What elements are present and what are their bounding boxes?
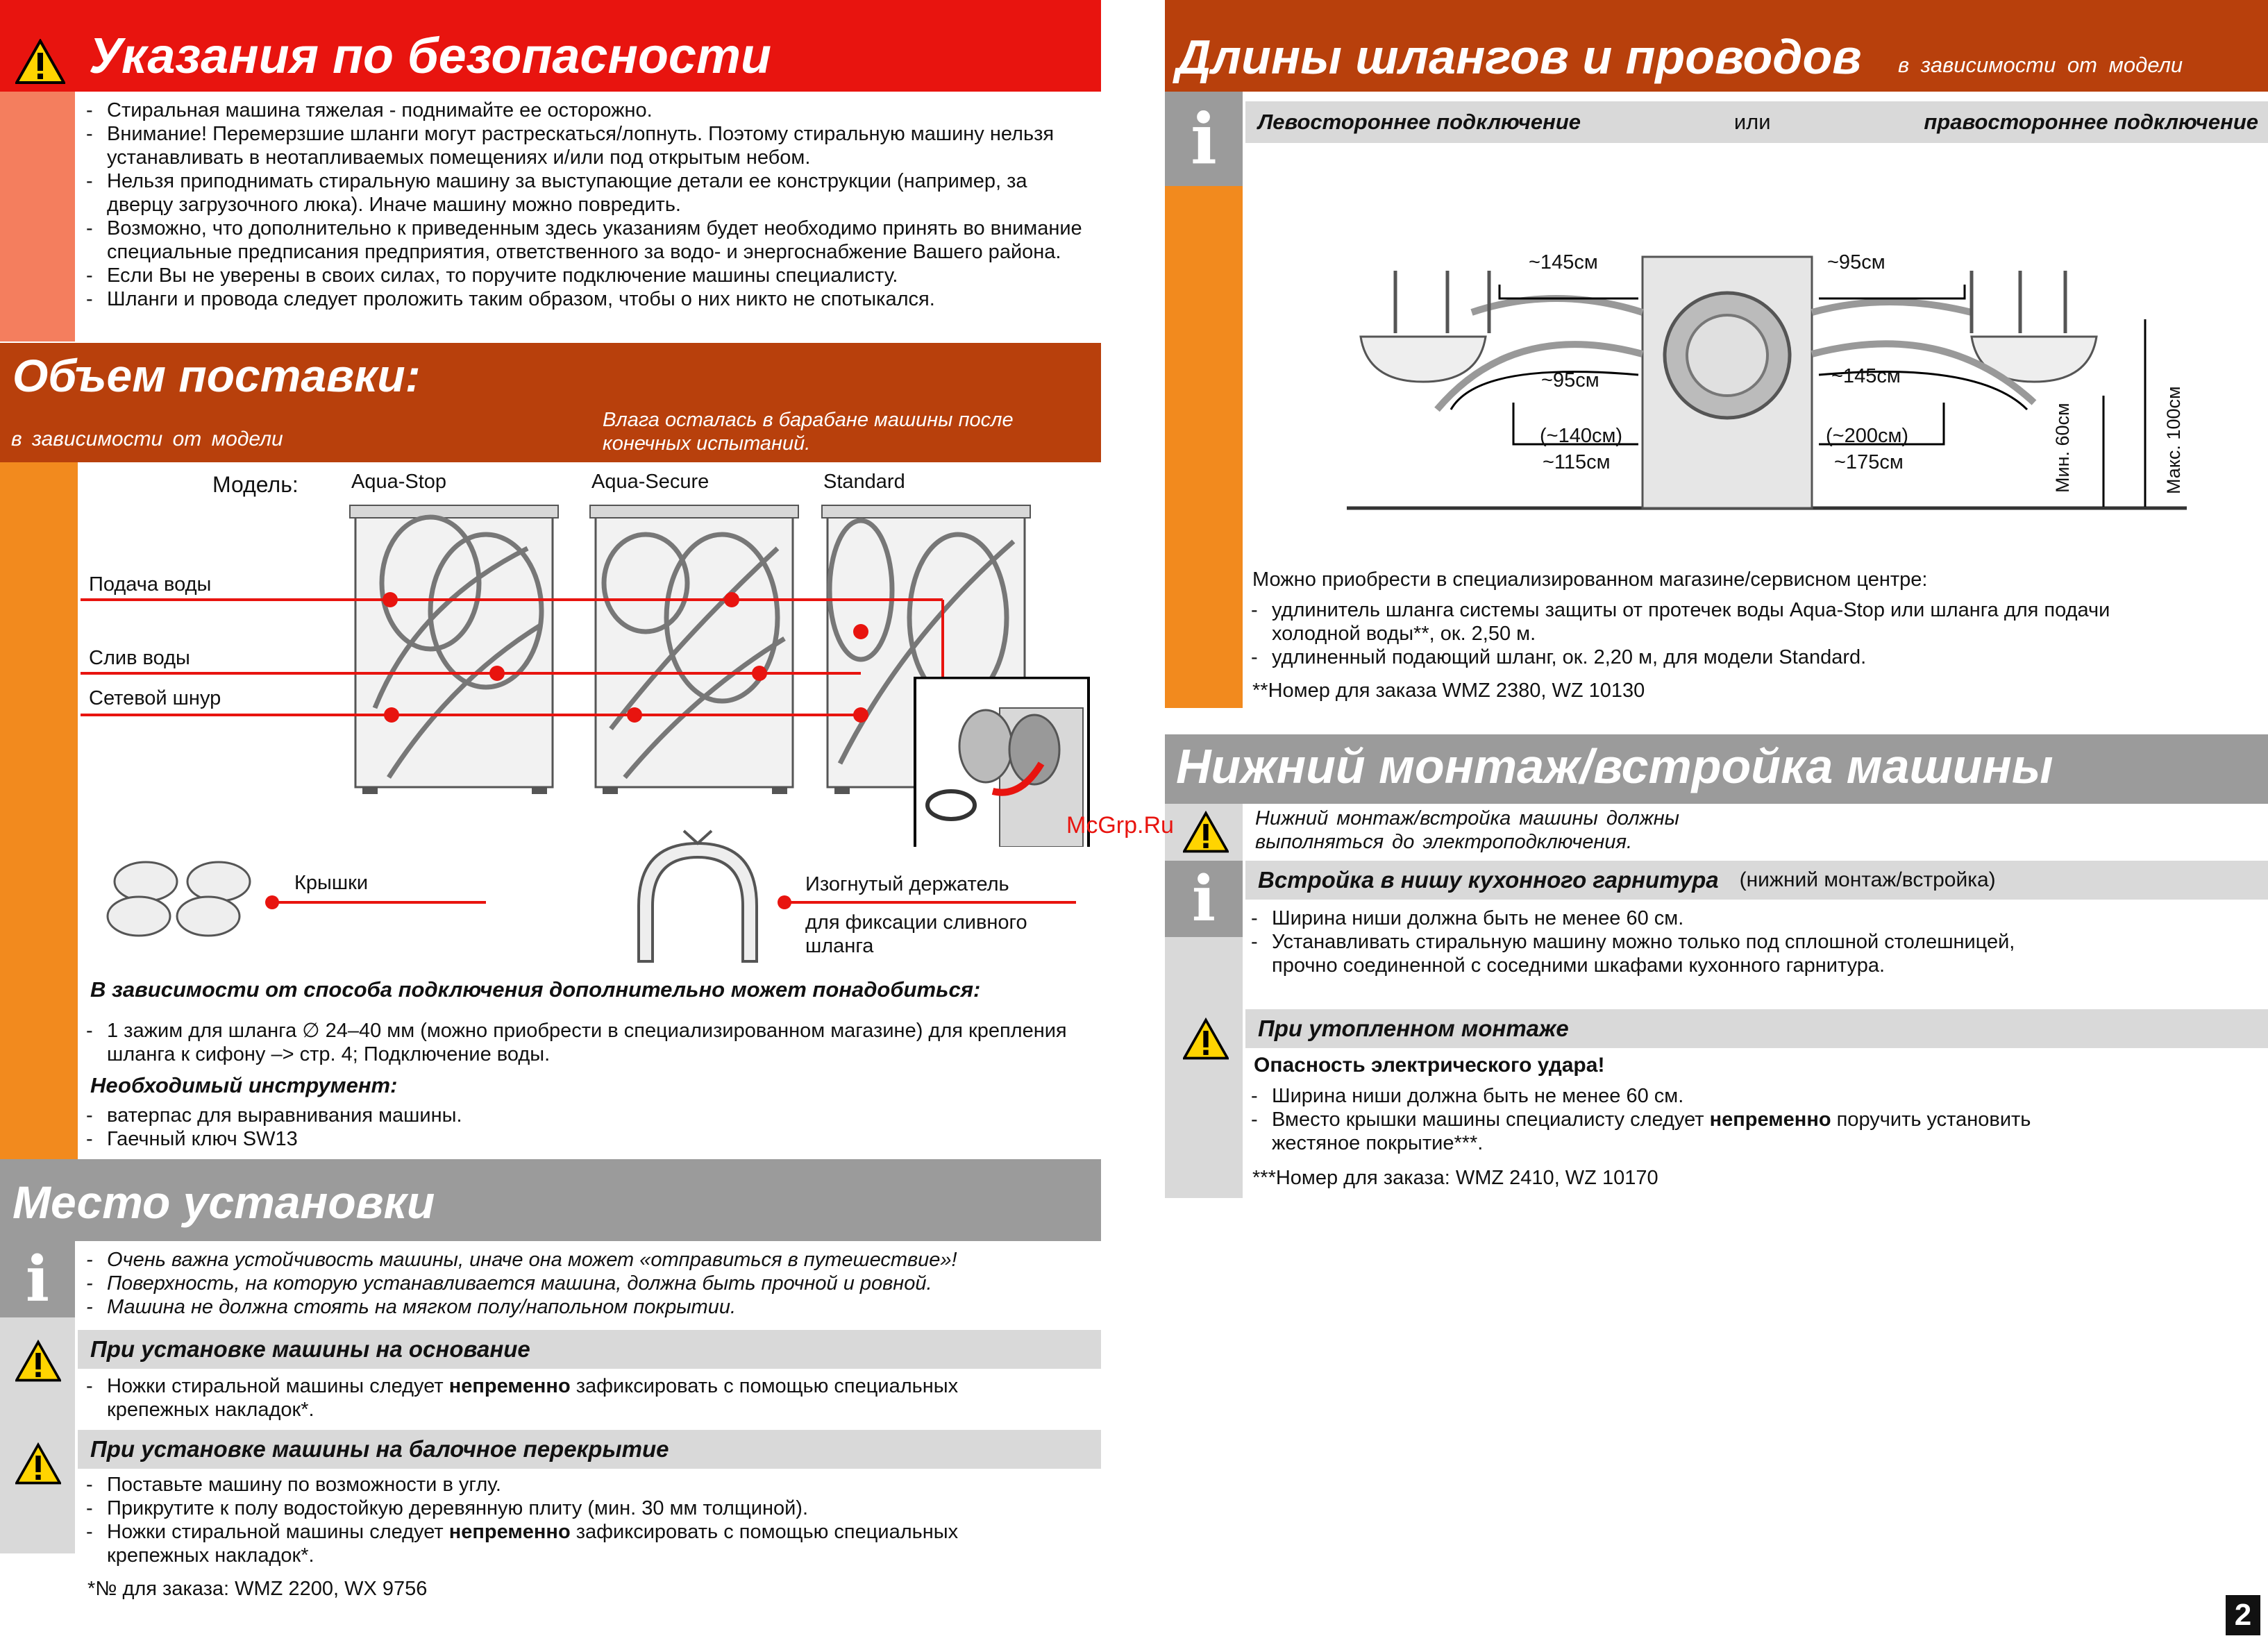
list-item: - Шланги и провода следует проложить таким образом, чтобы о них никто не спотыкался. [85,287,1084,311]
sunken-heading: При утопленном монтаже [1258,1015,1569,1041]
list-item: - Вместо крышки машины специалисту следует непременно поручить установить жестяное покрытие***. [1250,1108,2055,1155]
list-item: - Прикрутите к полу водостойкую деревянную плиту (мин. 30 мм толщиной). [85,1497,987,1520]
list-item: - удлиненный подающий шланг, ок. 2,20 м, для модели Standard. [1250,646,2194,669]
info-icon: i [25,1242,50,1316]
tools-heading: Необходимый инструмент: [90,1073,398,1097]
list-item: - Машина не должна стоять на мягком полу/напольном покрытии. [85,1295,1084,1319]
location-title: Место установки [12,1177,435,1228]
holder-pointer [778,895,1083,909]
model-aqua-stop: Aqua-Stop [351,471,447,493]
tools-list [85,1104,1084,1151]
delivery-subtitle: в зависимости от модели [11,428,283,450]
caps-label: Крышки [294,872,369,894]
holder-desc: для фиксации сливного шланга [805,911,1027,957]
mounting-footnote: ***Номер для заказа: WMZ 2410, WZ 10170 [1252,1167,1658,1189]
info-icon: i [1191,862,1216,936]
shock-heading: Опасность электрического удара! [1254,1054,1605,1077]
list-item: - Устанавливать стиральную машину можно только под сплошной столешницей, прочно соединенной с соседними шкафами кухонного гарнитура. [1250,930,2055,977]
niche-list [1250,907,2055,977]
niche-heading: Встройка в нишу кухонного гарнитура [1258,867,1719,893]
list-item: - Внимание! Перемерзшие шланги могут растрескаться/лопнуть. Поэтому стиральную машину нельзя устанавливать в неотапливаемых помещениях и/или под открытым небом. [85,122,1084,169]
list-item: - Поставьте машину по возможности в углу. [85,1473,987,1497]
warning-icon [15,1442,61,1485]
additional-heading: В зависимости от способа подключения дополнительно может понадобиться: [90,977,981,1002]
dim-low-right-a: (~200см) [1826,425,1909,447]
list-item: - Поверхность, на которую устанавливается машина, должна быть прочной и ровной. [85,1272,1084,1295]
hoses-subheader [1245,101,2268,143]
additional-list [85,1019,1084,1066]
hoses-title: Длины шлангов и проводов [1176,30,1862,84]
delivery-note: Влага осталась в барабане машины после конечных испытаний. [603,409,1014,455]
info-icon: i [1191,98,1217,180]
page-number: 2 [2226,1595,2260,1635]
list-item: - Ножки стиральной машины следует непременно зафиксировать с помощью специальных крепежных накладок*. [85,1520,987,1567]
dim-mid-right: ~145см [1831,365,1901,387]
dim-mid-left: ~95см [1541,369,1599,391]
row-water-supply: Подача воды [89,573,212,596]
model-standard: Standard [823,471,905,493]
sunken-subheader [1245,1009,2268,1048]
location-footnote: *№ для заказа: WMZ 2200, WX 9756 [87,1578,428,1600]
dim-min-height: Мин. 60см [2052,403,2073,493]
dim-low-right-b: ~175см [1834,451,1904,473]
warning-icon [1183,1018,1229,1061]
list-item: - Нельзя приподнимать стиральную машину за выступающие детали ее конструкции (например, за дверцу загрузочного люка). Иначе машину можно повредить. [85,169,1084,217]
model-label: Модель: [212,472,299,497]
or-label: или [1733,110,1771,134]
location-info-list [85,1248,1084,1319]
list-item: - удлинитель шланга системы защиты от протечек воды Aqua-Stop или шланга для подачи холодной воды**, ок. 2,50 м. [1250,598,2194,646]
row-drain: Слив воды [89,647,190,669]
dim-low-left-a: (~140см) [1540,425,1623,447]
safety-title: Указания по безопасности [89,28,771,84]
watermark: McGrp.Ru [1066,812,1174,838]
niche-heading-note: (нижний монтаж/встройка) [1739,868,1996,891]
beam-heading: При установке машины на балочное перекрытие [90,1436,669,1462]
dim-top-right: ~95см [1827,251,1885,273]
holder-label: Изогнутый держатель [805,873,1009,895]
purchase-intro: Можно приобрести в специализированном магазине/сервисном центре: [1252,568,1928,591]
models-diagram [0,500,1101,847]
holder-illustration [618,829,778,968]
list-item: - Возможно, что дополнительно к приведенным здесь указаниям будет необходимо принять во внимание специальные предписания предприятия, ответственного за водо- и энергоснабжение Вашего района. [85,217,1084,264]
list-item: - Ширина ниши должна быть не менее 60 см. [1250,1084,2055,1108]
caps-illustration [104,854,264,944]
beam-list [85,1473,987,1567]
beam-subheader [78,1430,1101,1469]
safety-strip [0,92,75,342]
warning-icon [1183,811,1229,854]
base-list [85,1374,987,1422]
caps-pointer [264,895,493,909]
list-item: - Ножки стиральной машины следует непременно зафиксировать с помощью специальных крепежных накладок*. [85,1374,987,1422]
warning-icon [15,39,65,85]
hoses-strip [1165,186,1243,708]
dim-top-left: ~145см [1529,251,1598,273]
model-aqua-secure: Aqua-Secure [591,471,709,493]
base-subheader [78,1330,1101,1369]
delivery-title: Объем поставки: [12,350,421,401]
list-item: - Если Вы не уверены в своих силах, то поручите подключение машины специалисту. [85,264,1084,287]
list-item: - Гаечный ключ SW13 [85,1127,1084,1151]
left-connection-label: Левостороннее подключение [1258,110,1581,134]
sunken-list [1250,1084,2055,1155]
dim-low-left-b: ~115см [1543,451,1611,473]
list-item: - Ширина ниши должна быть не менее 60 см. [1250,907,2055,930]
right-connection-label: правостороннее подключение [1924,110,2258,134]
hoses-footnote: **Номер для заказа WMZ 2380, WZ 10130 [1252,680,1645,702]
hoses-title-note: в зависимости от модели [1898,53,2183,77]
safety-list [85,99,1084,311]
base-heading: При установке машины на основание [90,1336,530,1362]
niche-subheader [1245,861,2268,900]
mounting-warning-note: Нижний монтаж/встройка машины должны выполняться до электроподключения. [1255,807,1680,853]
list-item: - ватерпас для выравнивания машины. [85,1104,1084,1127]
mounting-title: Нижний монтаж/встройка машины [1176,739,2053,793]
list-item: - Стиральная машина тяжелая - поднимайте ее осторожно. [85,99,1084,122]
list-item: - Очень важна устойчивость машины, иначе она может «отправиться в путешествие»! [85,1248,1084,1272]
list-item: - 1 зажим для шланга ∅ 24–40 мм (можно приобрести в специализированном магазине) для крепления шланга к сифону –> стр. 4; Подключение воды. [85,1019,1084,1066]
row-power-cord: Сетевой шнур [89,687,221,709]
warning-icon [15,1340,61,1383]
purchase-list [1250,598,2194,669]
dim-max-height: Макс. 100см [2163,386,2184,494]
